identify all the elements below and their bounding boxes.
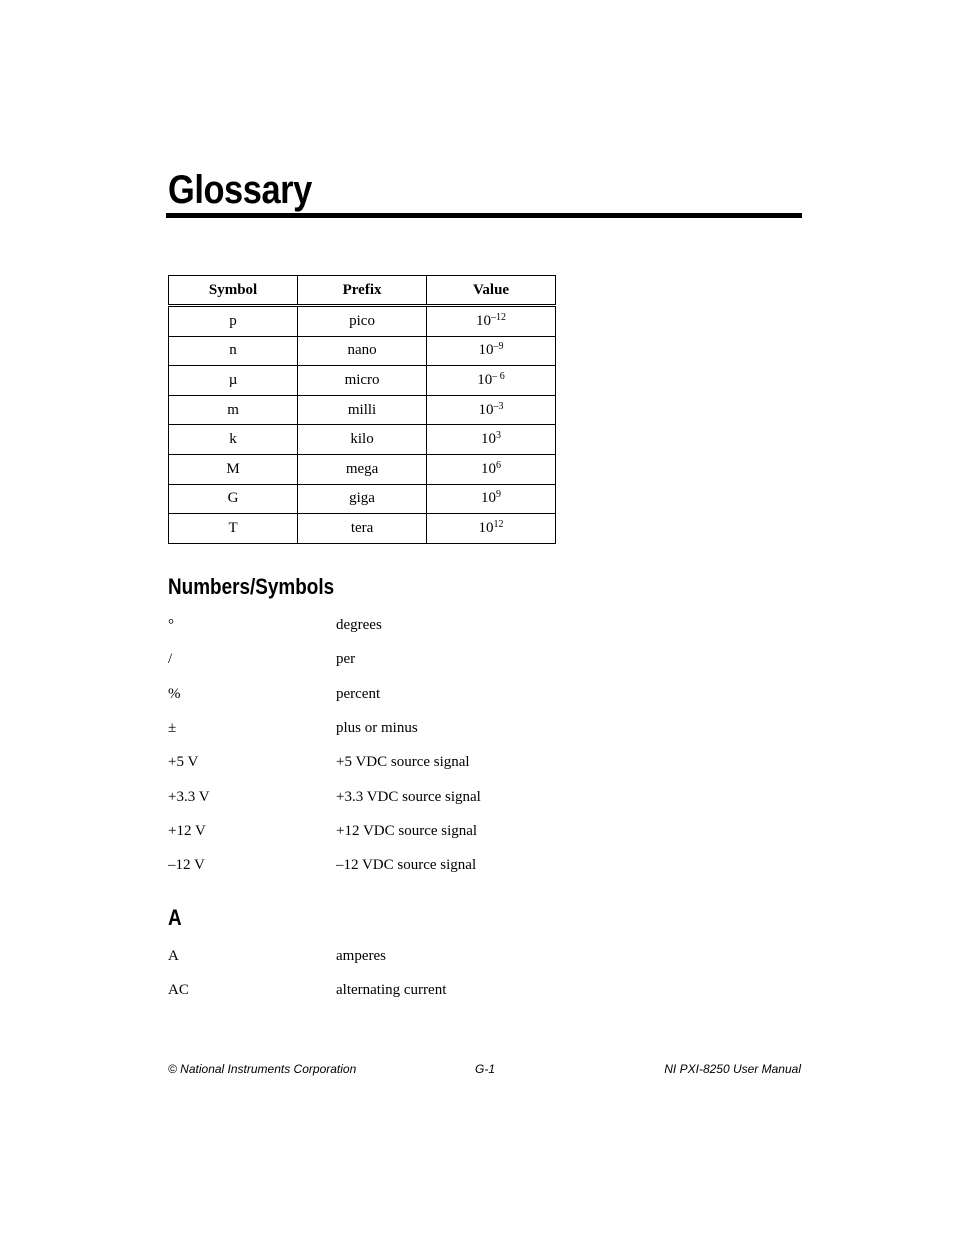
value-cell: [427, 395, 556, 425]
glossary-entry: [168, 648, 668, 670]
symbol-cell: M: [169, 454, 298, 484]
value-cell: [427, 306, 556, 337]
page-title: Glossary: [168, 168, 312, 212]
glossary-definition: plus or minus: [336, 720, 418, 736]
table-row: [169, 306, 556, 337]
glossary-entry: [168, 786, 668, 808]
glossary-term: +5 V: [168, 754, 199, 770]
title-rule: [166, 213, 802, 218]
table-row: [169, 514, 556, 544]
value-base: 10: [481, 460, 497, 477]
prefix-cell: mega: [298, 454, 427, 484]
glossary-term: +3.3 V: [168, 789, 210, 805]
value-exponent: 12: [493, 518, 504, 530]
glossary-term: +12 V: [168, 823, 206, 839]
glossary-entry: [168, 979, 668, 1001]
value-exponent: 9: [496, 489, 502, 501]
value-exponent: –9: [493, 341, 504, 353]
value-base: 10: [478, 401, 494, 418]
value-exponent: 3: [496, 430, 502, 442]
value-exponent: –12: [491, 311, 507, 323]
table-row: [169, 336, 556, 366]
glossary-definition: per: [336, 651, 356, 667]
glossary-definition: alternating current: [336, 982, 447, 998]
value-base: 10: [478, 342, 494, 359]
glossary-entry: [168, 683, 668, 705]
column-header-value: Value: [427, 276, 556, 306]
glossary-definition: +5 VDC source signal: [336, 754, 470, 770]
prefix-cell: milli: [298, 395, 427, 425]
glossary-definition: amperes: [336, 948, 386, 964]
value-cell: [427, 336, 556, 366]
symbol-cell: G: [169, 484, 298, 514]
value-exponent: – 6: [492, 370, 505, 382]
glossary-term: A: [168, 948, 179, 964]
prefix-cell: giga: [298, 484, 427, 514]
footer-manual-title: NI PXI-8250 User Manual: [664, 1062, 801, 1076]
glossary-entry: [168, 945, 668, 967]
glossary-term: °: [168, 617, 174, 633]
value-exponent: 6: [496, 459, 502, 471]
value-cell: [427, 366, 556, 396]
symbol-cell: n: [169, 336, 298, 366]
glossary-term: /: [168, 651, 173, 667]
value-base: 10: [481, 490, 497, 507]
prefix-table: [168, 275, 556, 544]
glossary-definition: +3.3 VDC source signal: [336, 789, 481, 805]
glossary-entry: [168, 751, 668, 773]
value-base: 10: [481, 431, 497, 448]
value-cell: [427, 454, 556, 484]
prefix-cell: pico: [298, 306, 427, 337]
glossary-term: ±: [168, 720, 177, 736]
prefix-cell: nano: [298, 336, 427, 366]
symbol-cell: µ: [169, 366, 298, 396]
glossary-term: –12 V: [168, 857, 205, 873]
table-row: [169, 395, 556, 425]
value-cell: [427, 514, 556, 544]
table-row: [169, 425, 556, 455]
table-row: [169, 454, 556, 484]
prefix-table-header-row: [169, 276, 556, 306]
glossary-term: %: [168, 686, 181, 702]
value-exponent: –3: [493, 400, 504, 412]
glossary-entry: [168, 717, 668, 739]
glossary-entry: [168, 820, 668, 842]
symbol-cell: T: [169, 514, 298, 544]
glossary-definition: –12 VDC source signal: [336, 857, 477, 873]
symbol-cell: k: [169, 425, 298, 455]
symbol-cell: m: [169, 395, 298, 425]
symbol-cell: p: [169, 306, 298, 337]
table-row: [169, 484, 556, 514]
prefix-cell: kilo: [298, 425, 427, 455]
column-header-symbol: Symbol: [169, 276, 298, 306]
section-heading-numbers-symbols: Numbers/Symbols: [168, 574, 335, 599]
column-header-prefix: Prefix: [298, 276, 427, 306]
glossary-definition: degrees: [336, 617, 382, 633]
glossary-term: AC: [168, 982, 189, 998]
glossary-entry: [168, 854, 668, 876]
value-base: 10: [476, 312, 492, 329]
value-base: 10: [477, 371, 493, 388]
value-cell: [427, 484, 556, 514]
prefix-cell: micro: [298, 366, 427, 396]
glossary-definition: percent: [336, 686, 381, 702]
section-heading-a: A: [168, 905, 182, 930]
footer-copyright: © National Instruments Corporation: [168, 1062, 357, 1076]
table-row: [169, 366, 556, 396]
prefix-cell: tera: [298, 514, 427, 544]
footer-page-number: G-1: [475, 1062, 496, 1076]
value-base: 10: [478, 519, 494, 536]
glossary-definition: +12 VDC source signal: [336, 823, 478, 839]
value-cell: [427, 425, 556, 455]
glossary-entry: [168, 614, 668, 636]
